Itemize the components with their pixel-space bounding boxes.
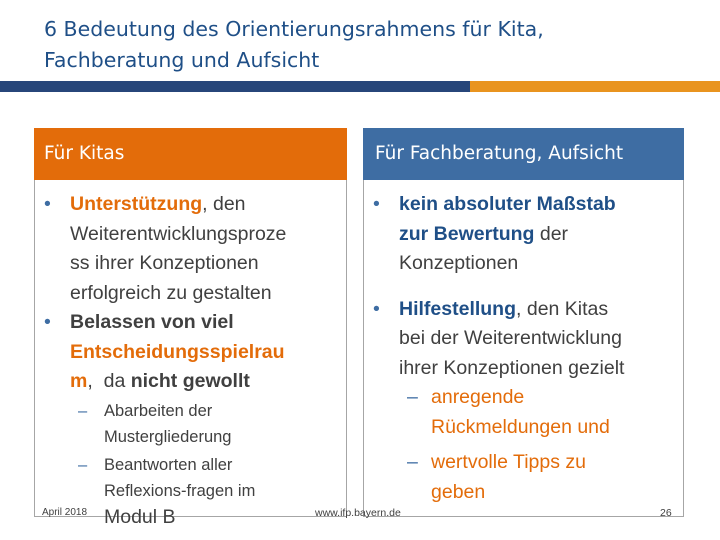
bullet-text: , den Kitas [516, 297, 609, 320]
sub-text: Rückmeldungen und [431, 415, 610, 438]
sub-text: geben [431, 480, 486, 503]
bullet-bold-text: nicht gewollt [130, 370, 250, 392]
sub-text: Mustergliederung [104, 428, 232, 446]
header-kitas: Für Kitas [34, 128, 347, 180]
title-underline-orange [470, 81, 720, 92]
list-item [76, 398, 306, 450]
list-item [367, 295, 682, 384]
bullet-icon: • [373, 193, 380, 215]
bullet-bold-text: m [70, 370, 88, 392]
bullet-icon: • [44, 193, 51, 215]
slide-title-line1: 6 Bedeutung des Orientierungsrahmens für Kita, [44, 17, 544, 41]
dash-icon: – [407, 386, 418, 408]
sub-text: Abarbeiten der [104, 402, 213, 420]
bullet-bold-text: Belassen von viel [70, 311, 234, 333]
fachberatung-bullet-list [367, 190, 682, 507]
list-item [367, 190, 682, 279]
footer-url: www.ifp.bayern.de [315, 507, 401, 519]
list-item [367, 448, 682, 507]
sub-text: Beantworten aller [104, 456, 233, 474]
sub-text: Reflexions-fragen im [104, 482, 256, 500]
header-fachberatung: Für Fachberatung, Aufsicht [363, 128, 684, 180]
list-item [38, 190, 343, 308]
sub-text: anregende [431, 386, 525, 408]
dash-icon: – [78, 402, 88, 420]
bullet-text: Konzeptionen [399, 252, 519, 274]
bullet-bold-text: Hilfestellung [399, 297, 517, 320]
list-item [76, 452, 306, 531]
bullet-text: ss ihrer Konzeptionen [70, 252, 259, 274]
kitas-sub-list [76, 398, 306, 531]
kitas-bullet-list [38, 190, 343, 397]
bullet-bold-text: zur Bewertung [399, 222, 535, 245]
dash-icon: – [407, 451, 418, 473]
bullet-icon: • [373, 297, 380, 320]
title-underline-blue [0, 81, 470, 92]
slide-title [44, 14, 684, 76]
bullet-text: erfolgreich zu gestalten [70, 281, 272, 304]
bullet-bold-text: Entscheidungsspielrau [70, 340, 285, 363]
bullet-text: ihrer Konzeptionen gezielt [399, 356, 625, 379]
list-item [367, 383, 682, 442]
bullet-text: Weiterentwicklungsproze [70, 222, 287, 245]
page-number: 26 [660, 507, 672, 519]
dash-icon: – [78, 456, 88, 474]
bullet-bold-text: kein absoluter Maßstab [399, 193, 616, 215]
bullet-icon: • [44, 311, 51, 333]
bullet-text: bei der Weiterentwicklung [399, 327, 622, 349]
bullet-text: , den [202, 193, 246, 215]
slide-title-line2: Fachberatung und Aufsicht [44, 48, 320, 72]
footer-date: April 2018 [42, 507, 88, 518]
bullet-text: , da [87, 370, 131, 392]
bullet-text: der [534, 222, 569, 245]
sub-text: Modul B [104, 506, 176, 528]
bullet-bold-text: Unterstützung [70, 193, 203, 215]
list-item [38, 308, 343, 397]
sub-text: wertvolle Tipps zu [431, 451, 586, 473]
